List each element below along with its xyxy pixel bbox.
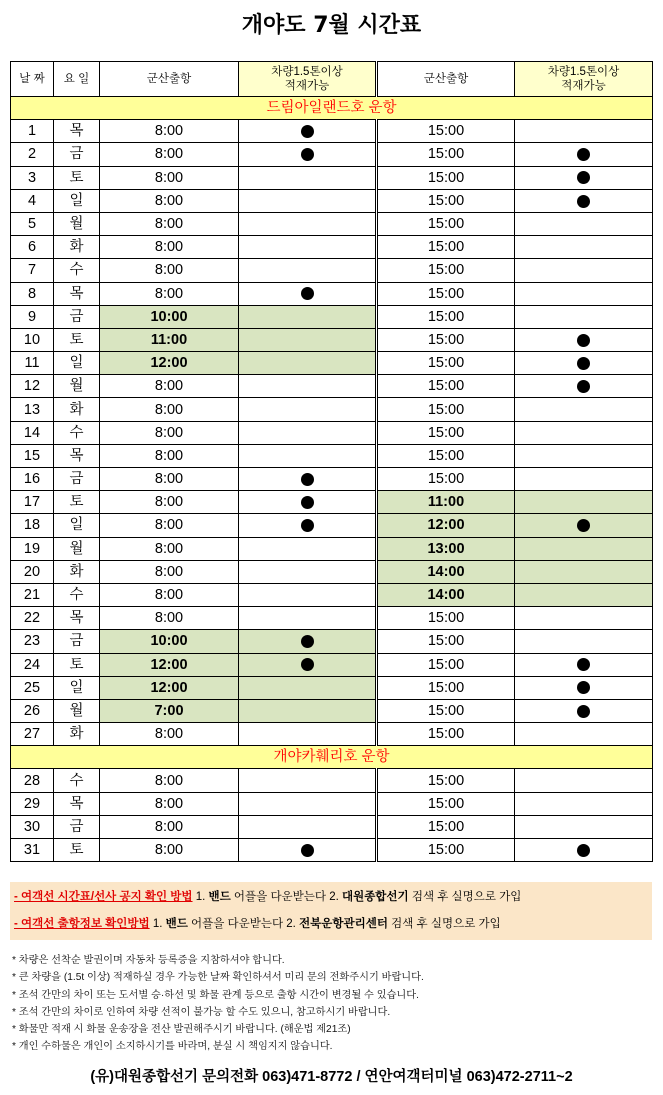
depart-time-2: 15:00 bbox=[377, 352, 515, 375]
date-cell: 4 bbox=[11, 189, 54, 212]
depart-time-2: 15:00 bbox=[377, 189, 515, 212]
depart-time-2: 15:00 bbox=[377, 723, 515, 746]
day-cell: 화 bbox=[54, 560, 100, 583]
depart-time-2: 15:00 bbox=[377, 375, 515, 398]
day-cell: 토 bbox=[54, 166, 100, 189]
vehicle-cell-2 bbox=[515, 305, 653, 328]
table-row bbox=[11, 259, 653, 282]
vehicle-available-dot-icon bbox=[301, 473, 314, 486]
depart-time-2: 15:00 bbox=[377, 792, 515, 815]
depart-time-1: 8:00 bbox=[100, 421, 239, 444]
date-cell: 26 bbox=[11, 699, 54, 722]
depart-time-2: 15:00 bbox=[377, 305, 515, 328]
day-cell: 월 bbox=[54, 212, 100, 235]
vehicle-available-dot-icon bbox=[301, 148, 314, 161]
vehicle-cell-2 bbox=[515, 607, 653, 630]
note-item: * 큰 차량을 (1.5t 이상) 적재하실 경우 가능한 날짜 확인하셔서 미리 문의 전화주시기 바랍니다. bbox=[12, 972, 424, 984]
depart-time-1: 8:00 bbox=[100, 839, 239, 862]
header-vehicle-2: 차량1.5톤이상 적재가능 bbox=[515, 62, 653, 97]
table-row bbox=[11, 583, 653, 606]
table-row bbox=[11, 143, 653, 166]
day-cell: 금 bbox=[54, 305, 100, 328]
depart-time-1: 8:00 bbox=[100, 282, 239, 305]
depart-time-1: 8:00 bbox=[100, 468, 239, 491]
vehicle-available-dot-icon bbox=[577, 658, 590, 671]
vehicle-cell-2 bbox=[515, 143, 653, 166]
header-day: 요 일 bbox=[54, 62, 100, 97]
footer-contact: (유)대원종합선기 문의전화 063)471-8772 / 연안여객터미널 063)472-2711~2 bbox=[90, 1069, 573, 1085]
day-cell: 수 bbox=[54, 259, 100, 282]
depart-time-1: 8:00 bbox=[100, 537, 239, 560]
vehicle-cell-1 bbox=[239, 143, 377, 166]
depart-time-2: 11:00 bbox=[377, 491, 515, 514]
notice-departure-info bbox=[10, 912, 652, 940]
depart-time-2: 14:00 bbox=[377, 560, 515, 583]
notice-bold: 밴드 bbox=[165, 918, 188, 930]
vehicle-cell-2 bbox=[515, 282, 653, 305]
depart-time-2: 15:00 bbox=[377, 607, 515, 630]
section-row bbox=[11, 746, 653, 769]
table-row bbox=[11, 514, 653, 537]
vehicle-cell-1 bbox=[239, 583, 377, 606]
day-cell: 월 bbox=[54, 537, 100, 560]
day-cell: 금 bbox=[54, 815, 100, 838]
vehicle-cell-2 bbox=[515, 653, 653, 676]
date-cell: 11 bbox=[11, 352, 54, 375]
date-cell: 27 bbox=[11, 723, 54, 746]
header-depart-1: 군산출항 bbox=[100, 62, 239, 97]
table-header-row bbox=[11, 62, 653, 97]
table-row bbox=[11, 630, 653, 653]
depart-time-2: 15:00 bbox=[377, 398, 515, 421]
table-row bbox=[11, 723, 653, 746]
table-row bbox=[11, 166, 653, 189]
vehicle-available-dot-icon bbox=[577, 844, 590, 857]
vehicle-cell-2 bbox=[515, 560, 653, 583]
vehicle-cell-1 bbox=[239, 815, 377, 838]
depart-time-1: 8:00 bbox=[100, 189, 239, 212]
depart-time-2: 15:00 bbox=[377, 444, 515, 467]
vehicle-cell-1 bbox=[239, 282, 377, 305]
day-cell: 토 bbox=[54, 491, 100, 514]
day-cell: 화 bbox=[54, 236, 100, 259]
day-cell: 월 bbox=[54, 375, 100, 398]
depart-time-2: 12:00 bbox=[377, 514, 515, 537]
vehicle-available-dot-icon bbox=[301, 287, 314, 300]
vehicle-cell-2 bbox=[515, 375, 653, 398]
date-cell: 28 bbox=[11, 769, 54, 792]
vehicle-cell-1 bbox=[239, 653, 377, 676]
note-item: * 조석 간만의 차이 또는 도서별 승·하선 및 화물 관계 등으로 출항 시간이 변경될 수 있습니다. bbox=[12, 989, 419, 1001]
depart-time-2: 15:00 bbox=[377, 769, 515, 792]
table-row bbox=[11, 491, 653, 514]
depart-time-1: 8:00 bbox=[100, 723, 239, 746]
vehicle-cell-2 bbox=[515, 491, 653, 514]
vehicle-cell-1 bbox=[239, 514, 377, 537]
vehicle-cell-1 bbox=[239, 375, 377, 398]
vehicle-cell-1 bbox=[239, 676, 377, 699]
vehicle-available-dot-icon bbox=[577, 380, 590, 393]
depart-time-1: 12:00 bbox=[100, 653, 239, 676]
table-row bbox=[11, 189, 653, 212]
depart-time-2: 15:00 bbox=[377, 236, 515, 259]
date-cell: 9 bbox=[11, 305, 54, 328]
day-cell: 목 bbox=[54, 282, 100, 305]
header-date: 날 짜 bbox=[11, 62, 54, 97]
page-title: 개야도 7월 시간표 bbox=[241, 13, 422, 38]
vehicle-cell-2 bbox=[515, 236, 653, 259]
depart-time-1: 10:00 bbox=[100, 305, 239, 328]
depart-time-1: 7:00 bbox=[100, 699, 239, 722]
day-cell: 일 bbox=[54, 514, 100, 537]
depart-time-2: 15:00 bbox=[377, 259, 515, 282]
depart-time-2: 15:00 bbox=[377, 212, 515, 235]
date-cell: 19 bbox=[11, 537, 54, 560]
vehicle-available-dot-icon bbox=[301, 125, 314, 138]
date-cell: 17 bbox=[11, 491, 54, 514]
depart-time-1: 8:00 bbox=[100, 792, 239, 815]
vehicle-available-dot-icon bbox=[577, 519, 590, 532]
vehicle-cell-2 bbox=[515, 723, 653, 746]
depart-time-1: 8:00 bbox=[100, 143, 239, 166]
vehicle-cell-1 bbox=[239, 352, 377, 375]
table-row bbox=[11, 444, 653, 467]
date-cell: 14 bbox=[11, 421, 54, 444]
header-vehicle-1: 차량1.5톤이상 적재가능 bbox=[239, 62, 377, 97]
vehicle-cell-2 bbox=[515, 212, 653, 235]
table-row bbox=[11, 676, 653, 699]
vehicle-cell-2 bbox=[515, 537, 653, 560]
depart-time-2: 15:00 bbox=[377, 815, 515, 838]
notice-text: 1. bbox=[192, 891, 209, 903]
depart-time-1: 8:00 bbox=[100, 815, 239, 838]
notice-text: 검색 후 실명으로 가입 bbox=[408, 891, 522, 903]
depart-time-2: 15:00 bbox=[377, 676, 515, 699]
vehicle-cell-1 bbox=[239, 699, 377, 722]
vehicle-cell-1 bbox=[239, 607, 377, 630]
vehicle-cell-1 bbox=[239, 792, 377, 815]
notice-schedule bbox=[10, 882, 652, 912]
table-row bbox=[11, 653, 653, 676]
table-row bbox=[11, 468, 653, 491]
vehicle-available-dot-icon bbox=[577, 195, 590, 208]
vehicle-cell-2 bbox=[515, 352, 653, 375]
table-row bbox=[11, 236, 653, 259]
vehicle-cell-2 bbox=[515, 514, 653, 537]
table-row bbox=[11, 839, 653, 862]
table-row bbox=[11, 305, 653, 328]
depart-time-1: 8:00 bbox=[100, 398, 239, 421]
depart-time-1: 8:00 bbox=[100, 607, 239, 630]
vehicle-available-dot-icon bbox=[577, 171, 590, 184]
table-row bbox=[11, 792, 653, 815]
notice-text: 검색 후 실명으로 가입 bbox=[387, 918, 501, 930]
date-cell: 30 bbox=[11, 815, 54, 838]
day-cell: 수 bbox=[54, 769, 100, 792]
vehicle-cell-1 bbox=[239, 723, 377, 746]
depart-time-2: 15:00 bbox=[377, 839, 515, 862]
date-cell: 23 bbox=[11, 630, 54, 653]
vehicle-cell-2 bbox=[515, 444, 653, 467]
date-cell: 20 bbox=[11, 560, 54, 583]
day-cell: 수 bbox=[54, 421, 100, 444]
vehicle-available-dot-icon bbox=[301, 519, 314, 532]
vehicle-cell-1 bbox=[239, 630, 377, 653]
notice-bold: 대원종합선기 bbox=[341, 891, 409, 903]
note-item: * 화물만 적재 시 화물 운송장을 전산 발권해주시기 바랍니다. (해운법 제21조) bbox=[12, 1024, 351, 1036]
day-cell: 토 bbox=[54, 839, 100, 862]
day-cell: 수 bbox=[54, 583, 100, 606]
depart-time-2: 15:00 bbox=[377, 328, 515, 351]
day-cell: 월 bbox=[54, 699, 100, 722]
vehicle-cell-2 bbox=[515, 398, 653, 421]
date-cell: 1 bbox=[11, 120, 54, 143]
vehicle-cell-2 bbox=[515, 676, 653, 699]
vehicle-cell-1 bbox=[239, 537, 377, 560]
day-cell: 일 bbox=[54, 189, 100, 212]
depart-time-1: 8:00 bbox=[100, 491, 239, 514]
depart-time-1: 11:00 bbox=[100, 328, 239, 351]
notes-list bbox=[12, 952, 652, 1056]
vehicle-cell-1 bbox=[239, 305, 377, 328]
date-cell: 5 bbox=[11, 212, 54, 235]
date-cell: 29 bbox=[11, 792, 54, 815]
vehicle-available-dot-icon bbox=[577, 334, 590, 347]
vehicle-cell-2 bbox=[515, 328, 653, 351]
depart-time-1: 8:00 bbox=[100, 120, 239, 143]
vehicle-cell-1 bbox=[239, 839, 377, 862]
depart-time-1: 12:00 bbox=[100, 352, 239, 375]
table-row bbox=[11, 212, 653, 235]
table-row bbox=[11, 398, 653, 421]
vehicle-cell-1 bbox=[239, 212, 377, 235]
vehicle-available-dot-icon bbox=[577, 357, 590, 370]
depart-time-1: 8:00 bbox=[100, 583, 239, 606]
day-cell: 일 bbox=[54, 352, 100, 375]
table-row bbox=[11, 537, 653, 560]
day-cell: 금 bbox=[54, 468, 100, 491]
date-cell: 3 bbox=[11, 166, 54, 189]
day-cell: 금 bbox=[54, 630, 100, 653]
vehicle-cell-1 bbox=[239, 468, 377, 491]
table-row bbox=[11, 120, 653, 143]
vehicle-cell-1 bbox=[239, 421, 377, 444]
vehicle-cell-2 bbox=[515, 468, 653, 491]
date-cell: 15 bbox=[11, 444, 54, 467]
vehicle-cell-1 bbox=[239, 491, 377, 514]
table-row bbox=[11, 560, 653, 583]
note-item: * 개인 수하물은 개인이 소지하시기를 바라며, 분실 시 책임지지 않습니다. bbox=[12, 1041, 333, 1053]
vehicle-cell-1 bbox=[239, 166, 377, 189]
date-cell: 13 bbox=[11, 398, 54, 421]
notice-bold: 전북운항관리센터 bbox=[299, 918, 388, 930]
notice-text: 1. bbox=[149, 918, 166, 930]
vehicle-cell-1 bbox=[239, 236, 377, 259]
note-item: * 차량은 선착순 발권이며 자동차 등록증을 지참하셔야 합니다. bbox=[12, 955, 285, 966]
depart-time-1: 8:00 bbox=[100, 166, 239, 189]
date-cell: 31 bbox=[11, 839, 54, 862]
section-row bbox=[11, 97, 653, 120]
table-row bbox=[11, 328, 653, 351]
vehicle-available-dot-icon bbox=[577, 681, 590, 694]
vehicle-cell-2 bbox=[515, 421, 653, 444]
notice-lead: - 여객선 출항정보 확인방법 bbox=[14, 918, 150, 930]
vehicle-cell-2 bbox=[515, 120, 653, 143]
vehicle-cell-2 bbox=[515, 839, 653, 862]
depart-time-1: 8:00 bbox=[100, 259, 239, 282]
depart-time-2: 15:00 bbox=[377, 653, 515, 676]
day-cell: 화 bbox=[54, 723, 100, 746]
vehicle-cell-1 bbox=[239, 398, 377, 421]
section-title: 드림아일랜드호 운항 bbox=[11, 97, 653, 120]
date-cell: 22 bbox=[11, 607, 54, 630]
depart-time-1: 8:00 bbox=[100, 444, 239, 467]
date-cell: 25 bbox=[11, 676, 54, 699]
date-cell: 12 bbox=[11, 375, 54, 398]
table-row bbox=[11, 352, 653, 375]
depart-time-2: 15:00 bbox=[377, 166, 515, 189]
vehicle-cell-1 bbox=[239, 259, 377, 282]
day-cell: 목 bbox=[54, 120, 100, 143]
notice-text: 어플을 다운받는다 2. bbox=[187, 918, 300, 930]
notice-lead: - 여객선 시간표/선사 공지 확인 방법 bbox=[14, 891, 193, 903]
date-cell: 10 bbox=[11, 328, 54, 351]
depart-time-2: 14:00 bbox=[377, 583, 515, 606]
day-cell: 토 bbox=[54, 328, 100, 351]
vehicle-available-dot-icon bbox=[577, 705, 590, 718]
depart-time-2: 15:00 bbox=[377, 468, 515, 491]
table-row bbox=[11, 421, 653, 444]
date-cell: 6 bbox=[11, 236, 54, 259]
vehicle-cell-2 bbox=[515, 583, 653, 606]
table-row bbox=[11, 282, 653, 305]
depart-time-1: 8:00 bbox=[100, 560, 239, 583]
depart-time-2: 15:00 bbox=[377, 699, 515, 722]
day-cell: 토 bbox=[54, 653, 100, 676]
vehicle-cell-2 bbox=[515, 166, 653, 189]
day-cell: 목 bbox=[54, 607, 100, 630]
depart-time-1: 8:00 bbox=[100, 514, 239, 537]
timetable bbox=[10, 61, 653, 862]
depart-time-2: 15:00 bbox=[377, 143, 515, 166]
vehicle-cell-1 bbox=[239, 444, 377, 467]
header-depart-2: 군산출항 bbox=[377, 62, 515, 97]
vehicle-cell-2 bbox=[515, 769, 653, 792]
date-cell: 7 bbox=[11, 259, 54, 282]
vehicle-cell-1 bbox=[239, 189, 377, 212]
day-cell: 화 bbox=[54, 398, 100, 421]
notice-bold: 밴드 bbox=[208, 891, 231, 903]
depart-time-2: 15:00 bbox=[377, 630, 515, 653]
date-cell: 18 bbox=[11, 514, 54, 537]
vehicle-cell-2 bbox=[515, 792, 653, 815]
depart-time-1: 8:00 bbox=[100, 769, 239, 792]
vehicle-available-dot-icon bbox=[301, 658, 314, 671]
date-cell: 24 bbox=[11, 653, 54, 676]
depart-time-2: 15:00 bbox=[377, 421, 515, 444]
depart-time-1: 8:00 bbox=[100, 212, 239, 235]
date-cell: 2 bbox=[11, 143, 54, 166]
vehicle-available-dot-icon bbox=[577, 148, 590, 161]
vehicle-available-dot-icon bbox=[301, 496, 314, 509]
date-cell: 21 bbox=[11, 583, 54, 606]
vehicle-available-dot-icon bbox=[301, 844, 314, 857]
table-row bbox=[11, 607, 653, 630]
vehicle-cell-1 bbox=[239, 560, 377, 583]
vehicle-cell-2 bbox=[515, 699, 653, 722]
vehicle-cell-1 bbox=[239, 769, 377, 792]
vehicle-cell-1 bbox=[239, 328, 377, 351]
table-row bbox=[11, 699, 653, 722]
notice-text: 어플을 다운받는다 2. bbox=[230, 891, 342, 903]
date-cell: 8 bbox=[11, 282, 54, 305]
vehicle-cell-2 bbox=[515, 189, 653, 212]
depart-time-1: 8:00 bbox=[100, 236, 239, 259]
vehicle-cell-1 bbox=[239, 120, 377, 143]
day-cell: 일 bbox=[54, 676, 100, 699]
note-item: * 조석 간만의 차이로 인하여 차량 선적이 불가능 할 수도 있으니, 참고하시기 바랍니다. bbox=[12, 1006, 391, 1018]
day-cell: 금 bbox=[54, 143, 100, 166]
section-title: 개야카훼리호 운항 bbox=[11, 746, 653, 769]
vehicle-available-dot-icon bbox=[301, 635, 314, 648]
table-row bbox=[11, 769, 653, 792]
depart-time-2: 15:00 bbox=[377, 282, 515, 305]
depart-time-2: 15:00 bbox=[377, 120, 515, 143]
depart-time-1: 8:00 bbox=[100, 375, 239, 398]
depart-time-2: 13:00 bbox=[377, 537, 515, 560]
depart-time-1: 10:00 bbox=[100, 630, 239, 653]
vehicle-cell-2 bbox=[515, 815, 653, 838]
day-cell: 목 bbox=[54, 792, 100, 815]
vehicle-cell-2 bbox=[515, 259, 653, 282]
depart-time-1: 12:00 bbox=[100, 676, 239, 699]
table-row bbox=[11, 375, 653, 398]
table-row bbox=[11, 815, 653, 838]
date-cell: 16 bbox=[11, 468, 54, 491]
vehicle-cell-2 bbox=[515, 630, 653, 653]
day-cell: 목 bbox=[54, 444, 100, 467]
